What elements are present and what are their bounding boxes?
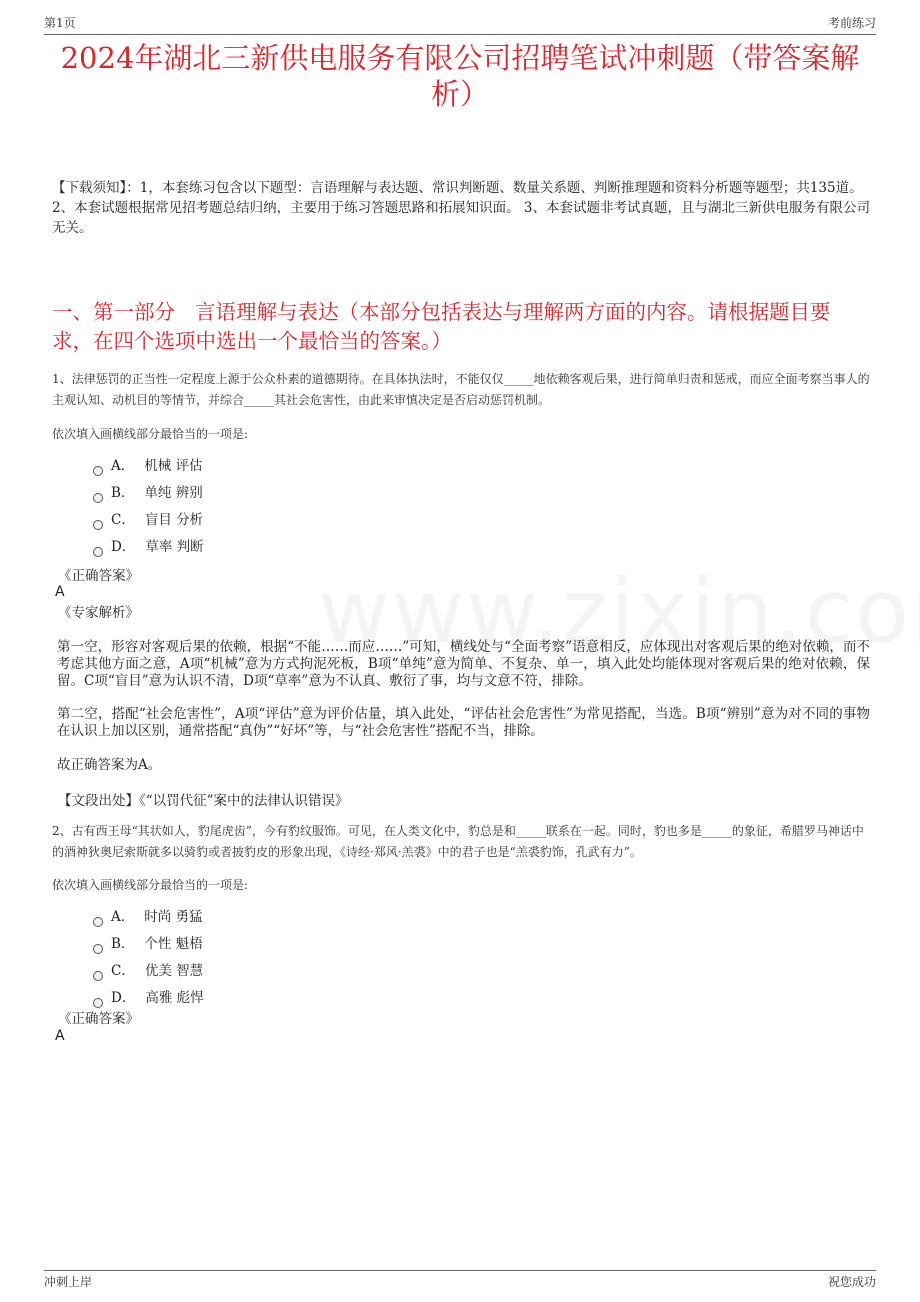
question-1-option-d[interactable]: D． 草率 判断 [93, 537, 204, 557]
radio-icon[interactable] [93, 971, 103, 981]
question-2-option-b[interactable]: B． 个性 魁梧 [93, 934, 203, 954]
question-2-prompt: 依次填入画横线部分最恰当的一项是: [52, 878, 249, 892]
question-2-option-d[interactable]: D． 高雅 彪悍 [93, 988, 204, 1008]
download-notice: 【下载须知】：1，本套练习包含以下题型：言语理解与表达题、常识判断题、数量关系题、判断推理题和资料分析题等题型；共135道。 2、本套试题根据常见招考题总结归纳，主要用于练习答题思路和拓展知识面。 3、本套试题非考试真题，且与湖北三新供电服务有限公司无关。 [52, 180, 870, 236]
question-2-answer: A [55, 1028, 65, 1044]
footer-left: 冲刺上岸 [44, 1275, 93, 1289]
question-1-source: 【文段出处】《“以罚代征”案中的法律认识错误》 [58, 793, 349, 809]
header-divider [44, 34, 876, 35]
question-1-stem: 1、法律惩罚的正当性一定程度上源于公众朴素的道德期待。在具体执法时，不能仅仅_____地依赖客观后果，进行简单归责和惩戒，而应全面考察当事人的主观认知、动机目的等情节，并综合_____其社会危害性，由此来审慎决定是否启动惩罚机制。 [52, 372, 870, 407]
question-1-prompt: 依次填入画横线部分最恰当的一项是: [52, 427, 249, 441]
question-1-analysis-conclusion: 故正确答案为A。 [57, 757, 162, 773]
question-1-option-c[interactable]: C． 盲目 分析 [93, 510, 203, 530]
question-1-answer: A [55, 584, 65, 600]
footer-right: 祝您成功 [827, 1275, 876, 1289]
question-2-answer-label: 《正确答案》 [58, 1011, 139, 1027]
footer-divider [44, 1270, 876, 1271]
radio-icon[interactable] [93, 917, 103, 927]
radio-icon[interactable] [93, 944, 103, 954]
document-title: 2024年湖北三新供电服务有限公司招聘笔试冲刺题（带答案解析） [60, 41, 860, 111]
page-footer [44, 1273, 876, 1291]
question-1-analysis-label: 《专家解析》 [58, 605, 139, 621]
section-number: 一、第一部分 [52, 300, 175, 324]
radio-icon[interactable] [93, 998, 103, 1008]
radio-icon[interactable] [93, 547, 103, 557]
section-text: 言语理解与表达（本部分包括表达与理解两方面的内容。请根据题目要求，在四个选项中选出一个最恰当的答案。） [52, 300, 831, 353]
question-1-option-b[interactable]: B． 单纯 辨别 [93, 483, 203, 503]
question-1-answer-label: 《正确答案》 [58, 568, 139, 584]
radio-icon[interactable] [93, 493, 103, 503]
section-heading [52, 298, 870, 356]
radio-icon[interactable] [93, 466, 103, 476]
page-number: 第1页 [44, 16, 76, 30]
question-2-option-a[interactable]: A． 时尚 勇猛 [93, 907, 203, 927]
question-1-analysis-paragraph: 第一空，形容对客观后果的依赖，根据“不能……而应……”可知，横线处与“全面考察”语意相反，应体现出对客观后果的绝对依赖，而不考虑其他方面之意，A项“机械”意为方式拘泥死板，B项“单纯”意为简单、不复杂、单一，填入此处均能体现对客观后果的绝对依赖，保留。C项“盲目”意为认识不清，D项“草率”意为不认真、敷衍了事，均与文意不符，排除。 [57, 639, 870, 689]
header-tag: 考前练习 [827, 16, 876, 30]
question-2-option-c[interactable]: C． 优美 智慧 [93, 961, 203, 981]
radio-icon[interactable] [93, 520, 103, 530]
question-1-analysis-paragraph: 第二空，搭配“社会危害性”，A项“评估”意为评价估量，填入此处，“评估社会危害性”为常见搭配，当选。B项“辨别”意为对不同的事物在认识上加以区别，通常搭配“真伪”“好坏”等，与“社会危害性”搭配不当，排除。 [57, 706, 870, 739]
question-1-option-a[interactable]: A． 机械 评估 [93, 456, 203, 476]
page-header [44, 14, 876, 32]
question-2-stem: 2、古有西王母“其状如人，豹尾虎齿”，今有豹纹服饰。可见，在人类文化中，豹总是和_____联系在一起。同时，豹也多是_____的象征，希腊罗马神话中的酒神狄奥尼索斯就多以骑豹或者披豹皮的形象出现，《诗经·郑风·羔裘》中的君子也是“羔裘豹饰，孔武有力”。 [52, 824, 864, 859]
